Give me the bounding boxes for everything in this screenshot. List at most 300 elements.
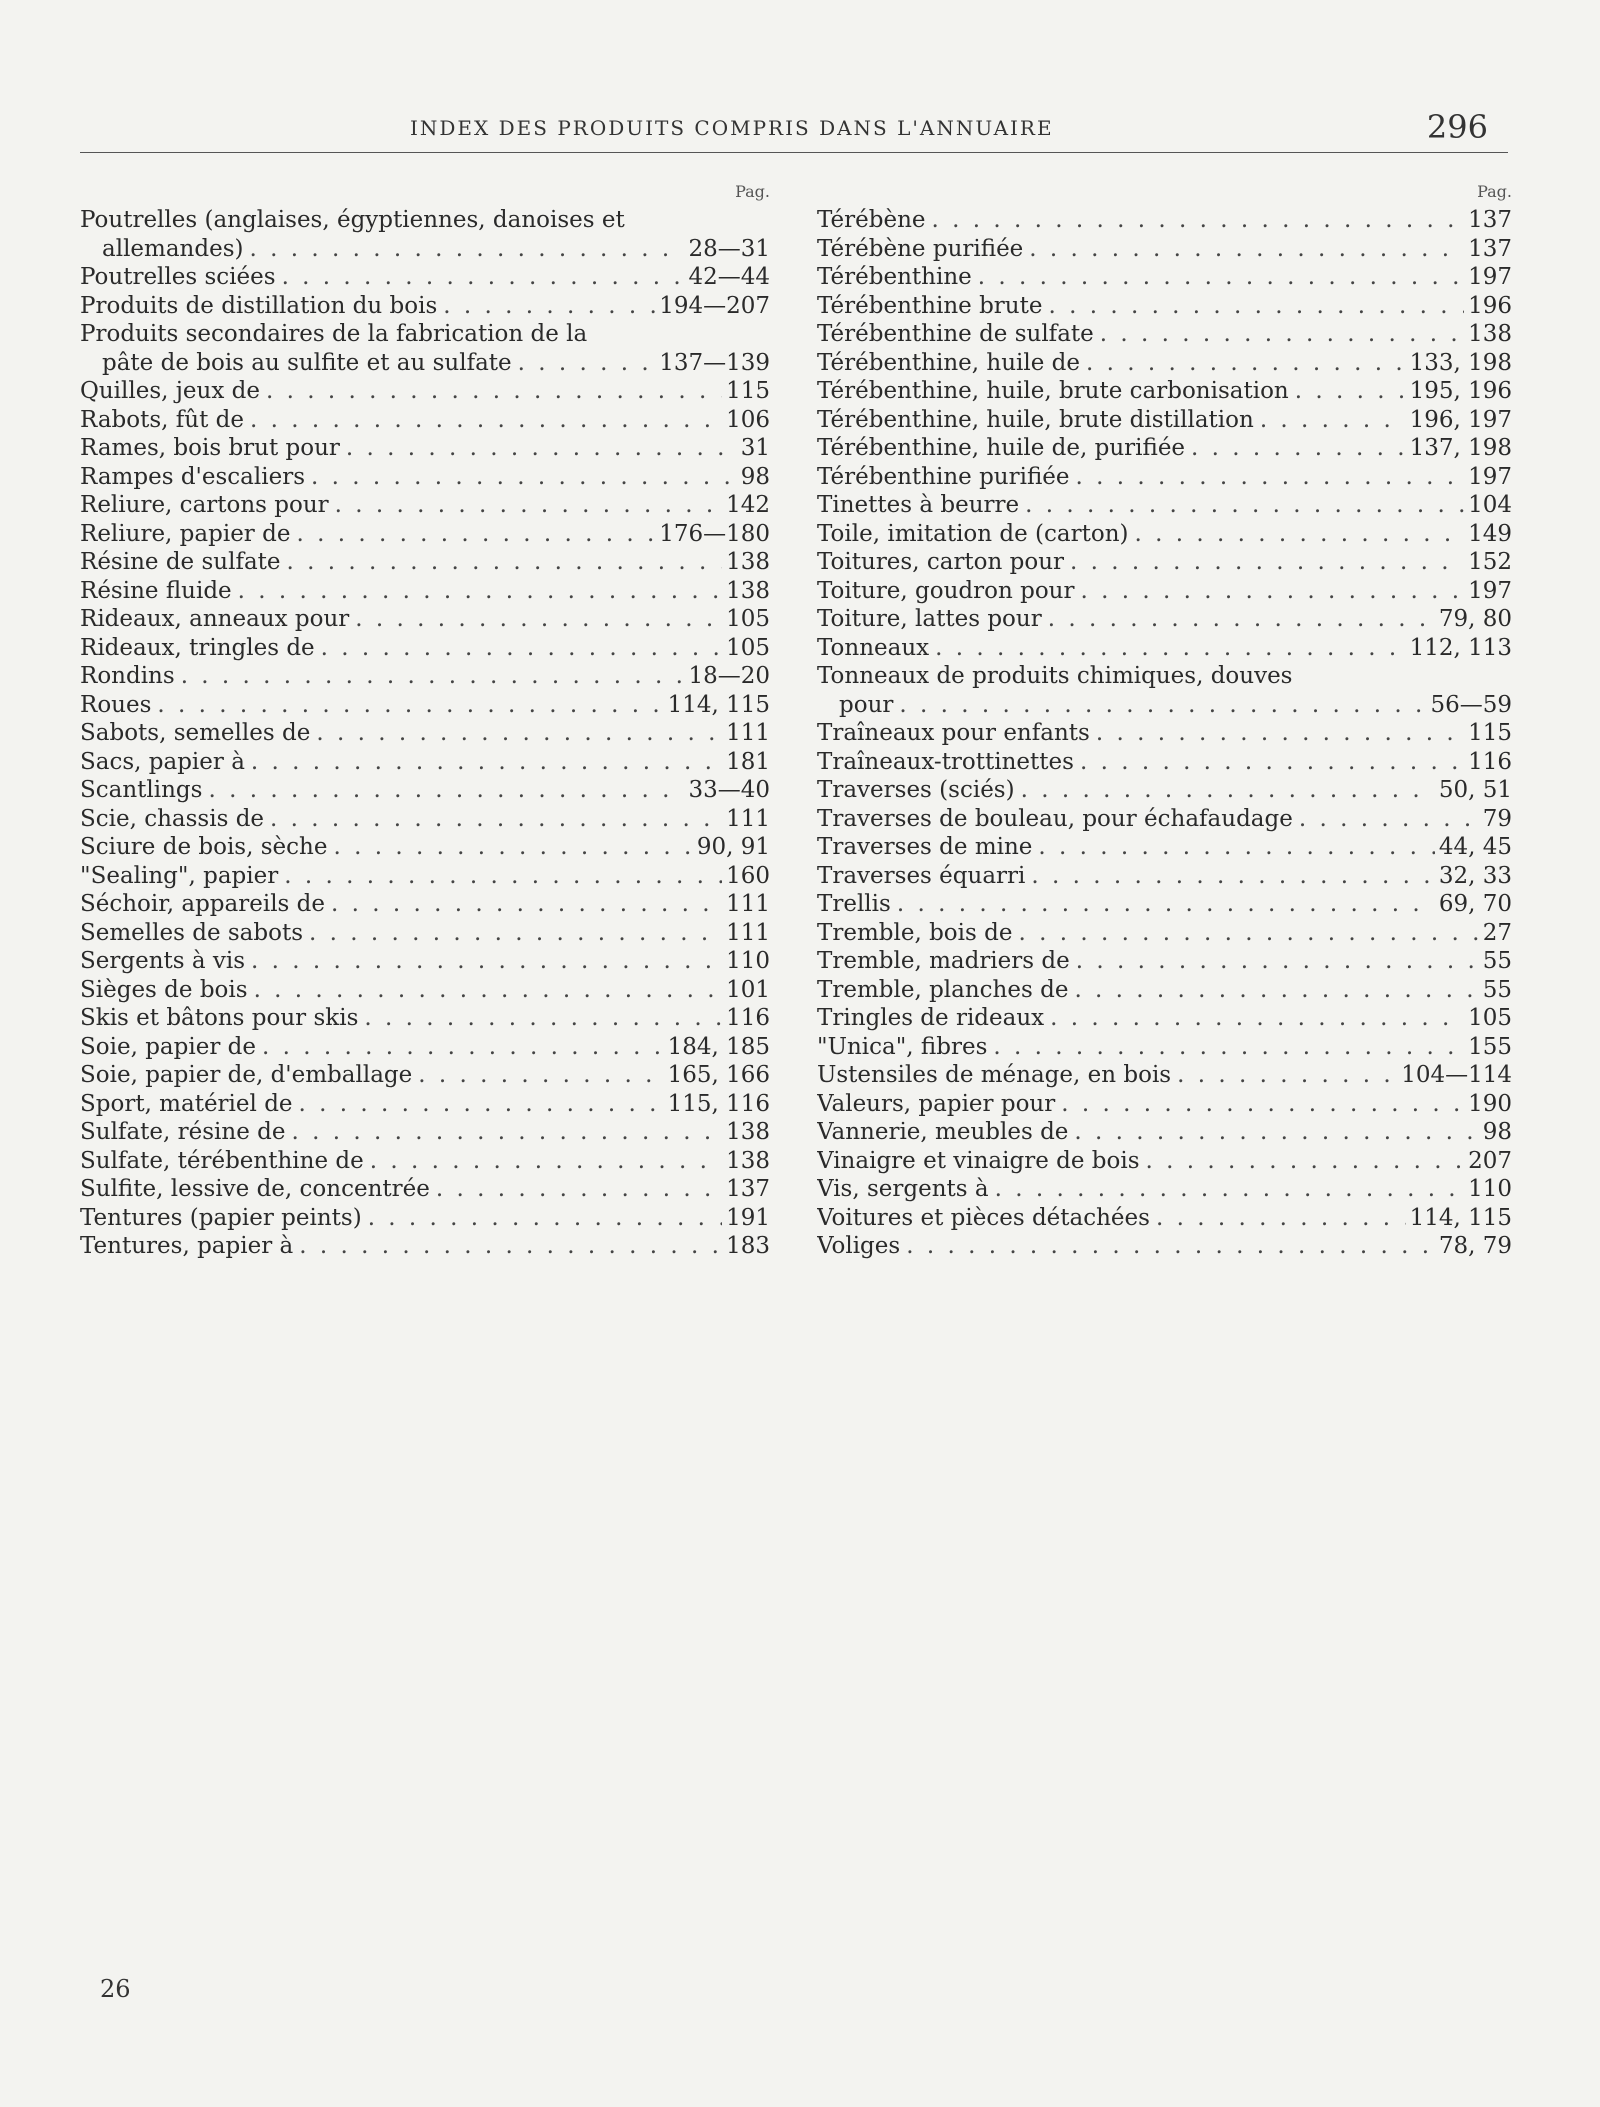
dot-leader: [245, 748, 722, 777]
entry-label: Traverses équarri: [817, 862, 1026, 889]
dot-leader: [1064, 548, 1464, 577]
dot-leader: [1080, 349, 1406, 378]
index-entry: [80, 263, 770, 292]
entry-page-ref: 197: [1468, 463, 1512, 490]
dot-leader: [1055, 1090, 1464, 1119]
index-entries-right: [817, 206, 1512, 1261]
dot-leader: [430, 1175, 722, 1204]
dot-leader: [364, 1147, 722, 1176]
entry-label: Tonneaux de produits chimiques, douves: [817, 663, 1293, 689]
index-entry: [817, 776, 1512, 805]
entry-page-ref: 114, 115: [667, 691, 770, 718]
entry-page-ref: 79: [1482, 805, 1512, 832]
entry-label: Scie, chassis de: [80, 805, 265, 832]
entry-page-ref: 152: [1468, 549, 1512, 575]
index-entry: [80, 976, 770, 1005]
index-entry: [817, 292, 1512, 321]
index-entry: [80, 235, 770, 264]
dot-leader: [1128, 520, 1464, 549]
entry-label: Térébenthine, huile de: [817, 349, 1080, 376]
entry-label: Toile, imitation de (carton): [817, 520, 1129, 547]
entry-page-ref: 106: [726, 406, 770, 433]
entry-page-ref: 104—114: [1401, 1062, 1512, 1088]
entry-page-ref: 194—207: [659, 292, 770, 319]
entry-label: Tremble, bois de: [817, 919, 1013, 946]
dot-leader: [1254, 406, 1406, 435]
dot-leader: [315, 634, 722, 663]
index-entry: [817, 491, 1512, 520]
dot-leader: [1171, 1061, 1397, 1090]
entry-page-ref: 138: [726, 577, 770, 604]
dot-leader: [893, 691, 1426, 720]
entry-page-ref: 137—139: [659, 349, 770, 376]
dot-leader: [245, 947, 722, 976]
index-entry: [817, 463, 1512, 492]
entry-label: Scantlings: [80, 777, 203, 803]
index-entry: [817, 833, 1512, 862]
entry-page-ref: 98: [740, 463, 770, 490]
entry-page-ref: 44, 45: [1438, 834, 1512, 860]
dot-leader: [989, 1175, 1464, 1204]
index-entry: [80, 292, 770, 321]
dot-leader: [1015, 776, 1435, 805]
entry-label: Térébenthine: [817, 264, 972, 290]
entry-label: Résine de sulfate: [80, 549, 281, 575]
dot-leader: [285, 1118, 722, 1147]
index-entry: [80, 206, 770, 235]
entry-label: Tremble, madriers de: [817, 948, 1070, 974]
entry-page-ref: 138: [726, 1119, 770, 1145]
dot-leader: [293, 1232, 722, 1261]
index-entry: [817, 947, 1512, 976]
index-entry: [80, 748, 770, 777]
entry-label: Produits de distillation du bois: [80, 292, 438, 319]
dot-leader: [327, 833, 692, 862]
footer-page-number: 26: [100, 1975, 131, 2003]
dot-leader: [362, 1204, 722, 1233]
dot-leader: [303, 919, 722, 948]
dot-leader: [1289, 377, 1406, 406]
header-title: INDEX DES PRODUITS COMPRIS DANS L'ANNUAIRE: [410, 116, 1054, 140]
pag-column-label: Pag.: [735, 182, 770, 201]
dot-leader: [151, 691, 663, 720]
entry-label: Vis, sergents à: [817, 1176, 989, 1202]
index-entry: [817, 1033, 1512, 1062]
index-entry: [80, 947, 770, 976]
entry-label: Quilles, jeux de: [80, 378, 260, 404]
entry-page-ref: 111: [726, 891, 770, 917]
entry-label: Sulfate, térébenthine de: [80, 1147, 364, 1174]
entry-page-ref: 28—31: [688, 235, 770, 262]
index-entry: [817, 1232, 1512, 1261]
dot-leader: [278, 862, 722, 891]
entry-page-ref: 32, 33: [1438, 862, 1512, 889]
entry-page-ref: 110: [726, 948, 770, 974]
index-entry: [817, 406, 1512, 435]
index-entry: [817, 548, 1512, 577]
entry-page-ref: 160: [726, 862, 770, 889]
entry-label: allemandes): [102, 235, 244, 262]
header-page-number: 296: [1426, 108, 1488, 146]
entry-label: Poutrelles sciées: [80, 264, 276, 290]
index-entry: [817, 605, 1512, 634]
entry-label: Térébenthine, huile, brute distillation: [817, 406, 1254, 433]
dot-leader: [1023, 235, 1464, 264]
entry-page-ref: 190: [1468, 1090, 1512, 1117]
dot-leader: [329, 491, 722, 520]
index-entry: [80, 1204, 770, 1233]
entry-page-ref: 101: [726, 976, 770, 1003]
entry-label: Résine fluide: [80, 577, 232, 604]
entry-label: Valeurs, papier pour: [817, 1090, 1056, 1117]
dot-leader: [412, 1061, 663, 1090]
index-entries-left: [80, 206, 770, 1261]
dot-leader: [264, 805, 722, 834]
entry-page-ref: 165, 166: [667, 1062, 770, 1088]
index-entry: [80, 862, 770, 891]
dot-leader: [260, 377, 722, 406]
entry-label: Toiture, lattes pour: [817, 606, 1042, 632]
dot-leader: [1019, 491, 1464, 520]
entry-label: Séchoir, appareils de: [80, 891, 325, 917]
entry-page-ref: 90, 91: [696, 834, 770, 860]
index-entry: [817, 263, 1512, 292]
entry-page-ref: 183: [726, 1233, 770, 1259]
entry-label: Vannerie, meubles de: [817, 1119, 1069, 1145]
dot-leader: [1070, 947, 1479, 976]
index-entry: [80, 719, 770, 748]
index-entry: [80, 1061, 770, 1090]
entry-page-ref: 111: [726, 805, 770, 832]
index-entry: [817, 520, 1512, 549]
entry-page-ref: 42—44: [688, 264, 770, 290]
entry-label: Voitures et pièces détachées: [817, 1204, 1150, 1231]
index-entry: [80, 520, 770, 549]
dot-leader: [310, 719, 722, 748]
dot-leader: [325, 890, 722, 919]
index-column-right: [817, 178, 1512, 1261]
index-entry: [817, 1090, 1512, 1119]
entry-page-ref: 50, 51: [1438, 777, 1512, 803]
entry-label: Rideaux, anneaux pour: [80, 606, 350, 632]
entry-page-ref: 137: [1468, 235, 1512, 262]
entry-label: Rideaux, tringles de: [80, 634, 315, 661]
entry-page-ref: 98: [1482, 1119, 1512, 1145]
dot-leader: [1068, 1118, 1478, 1147]
entry-label: pâte de bois au sulfite et au sulfate: [102, 349, 512, 376]
entry-page-ref: 115, 116: [667, 1090, 770, 1117]
entry-page-ref: 196: [1468, 292, 1512, 319]
index-entry: [817, 206, 1512, 235]
index-entry: [817, 919, 1512, 948]
index-entry: [80, 1147, 770, 1176]
entry-page-ref: 195, 196: [1409, 378, 1512, 404]
index-entry: [817, 434, 1512, 463]
dot-leader: [1032, 833, 1434, 862]
entry-label: Sergents à vis: [80, 948, 246, 974]
entry-label: Sciure de bois, sèche: [80, 834, 328, 860]
dot-leader: [1075, 577, 1465, 606]
entry-label: Tringles de rideaux: [817, 1005, 1045, 1031]
entry-page-ref: 27: [1482, 919, 1512, 946]
index-entry: [80, 662, 770, 691]
index-entry: [80, 349, 770, 378]
entry-page-ref: 111: [726, 720, 770, 746]
entry-page-ref: 181: [726, 748, 770, 775]
dot-leader: [1090, 719, 1464, 748]
index-entry: [817, 691, 1512, 720]
entry-page-ref: 137, 198: [1409, 435, 1512, 461]
entry-label: Sulfate, résine de: [80, 1119, 286, 1145]
index-entry: [817, 662, 1512, 691]
entry-label: Skis et bâtons pour skis: [80, 1005, 359, 1031]
dot-leader: [248, 976, 723, 1005]
dot-leader: [243, 235, 684, 264]
entry-page-ref: 138: [726, 1147, 770, 1174]
index-entry: [80, 605, 770, 634]
entry-label: Voliges: [817, 1233, 901, 1259]
entry-page-ref: 105: [1468, 1005, 1512, 1031]
entry-page-ref: 138: [726, 549, 770, 575]
dot-leader: [437, 292, 655, 321]
index-entry: [817, 1061, 1512, 1090]
entry-label: Térébenthine, huile de, purifiée: [817, 435, 1186, 461]
entry-page-ref: 111: [726, 919, 770, 946]
entry-page-ref: 79, 80: [1438, 606, 1512, 632]
dot-leader: [1185, 434, 1406, 463]
dot-leader: [340, 434, 737, 463]
index-entry: [80, 1090, 770, 1119]
dot-leader: [987, 1033, 1464, 1062]
dot-leader: [1025, 862, 1434, 891]
dot-leader: [175, 662, 685, 691]
entry-page-ref: 196, 197: [1409, 406, 1512, 433]
entry-label: Térébenthine de sulfate: [817, 321, 1094, 347]
entry-label: pour: [839, 691, 894, 718]
index-entry: [817, 976, 1512, 1005]
entry-label: Térébenthine purifiée: [817, 463, 1070, 490]
dot-leader: [1094, 320, 1464, 349]
dot-leader: [891, 890, 1435, 919]
index-entry: [817, 1004, 1512, 1033]
entry-label: Rabots, fût de: [80, 406, 245, 433]
dot-leader: [358, 1004, 722, 1033]
dot-leader: [1074, 748, 1464, 777]
entry-label: Sacs, papier à: [80, 748, 245, 775]
entry-label: Sport, matériel de: [80, 1090, 293, 1117]
running-header: [80, 108, 1508, 153]
entry-page-ref: 115: [726, 378, 770, 404]
entry-page-ref: 104: [1468, 492, 1512, 518]
index-entry: [80, 691, 770, 720]
entry-page-ref: 105: [726, 606, 770, 632]
entry-page-ref: 191: [726, 1204, 770, 1231]
pag-column-label: Pag.: [1477, 182, 1512, 201]
entry-label: Sièges de bois: [80, 976, 248, 1003]
entry-label: Sabots, semelles de: [80, 720, 311, 746]
entry-label: Traîneaux-trottinettes: [817, 748, 1074, 775]
entry-label: Poutrelles (anglaises, égyptiennes, danoises et: [80, 207, 625, 233]
entry-page-ref: 197: [1468, 264, 1512, 290]
dot-leader: [256, 1033, 664, 1062]
entry-page-ref: 138: [1468, 321, 1512, 347]
index-entry: [817, 890, 1512, 919]
entry-label: Soie, papier de, d'emballage: [80, 1062, 413, 1088]
entry-page-ref: 137: [726, 1176, 770, 1202]
index-entry: [80, 634, 770, 663]
entry-page-ref: 78, 79: [1438, 1233, 1512, 1259]
index-entry: [817, 320, 1512, 349]
index-entry: [817, 862, 1512, 891]
entry-page-ref: 142: [726, 492, 770, 518]
index-entry: [817, 349, 1512, 378]
entry-page-ref: 115: [1468, 720, 1512, 746]
entry-page-ref: 105: [726, 634, 770, 661]
entry-page-ref: 149: [1468, 520, 1512, 547]
entry-page-ref: 197: [1468, 577, 1512, 604]
index-entry: [817, 377, 1512, 406]
dot-leader: [202, 776, 684, 805]
entry-page-ref: 114, 115: [1409, 1204, 1512, 1231]
index-column-left: [80, 178, 770, 1261]
entry-label: Térébenthine brute: [817, 292, 1043, 319]
entry-label: Sulfite, lessive de, concentrée: [80, 1176, 430, 1202]
entry-label: Trellis: [817, 891, 891, 917]
entry-label: Tentures (papier peints): [80, 1204, 362, 1231]
dot-leader: [1012, 919, 1478, 948]
entry-page-ref: 137: [1468, 207, 1512, 233]
index-entry: [817, 1118, 1512, 1147]
index-entry: [817, 719, 1512, 748]
index-entry: [80, 1232, 770, 1261]
index-entry: [80, 1033, 770, 1062]
entry-page-ref: 55: [1482, 948, 1512, 974]
dot-leader: [1042, 292, 1464, 321]
dot-leader: [1044, 1004, 1464, 1033]
dot-leader: [349, 605, 722, 634]
index-entry: [80, 320, 770, 349]
dot-leader: [972, 263, 1464, 292]
entry-label: Tonneaux: [817, 634, 930, 661]
entry-label: Térébenthine, huile, brute carbonisation: [817, 378, 1289, 404]
index-entry: [80, 491, 770, 520]
entry-label: Tremble, planches de: [817, 976, 1069, 1003]
index-entry: [80, 890, 770, 919]
entry-page-ref: 31: [740, 435, 770, 461]
dot-leader: [1042, 605, 1435, 634]
entry-page-ref: 112, 113: [1409, 634, 1512, 661]
entry-label: Tentures, papier à: [80, 1233, 294, 1259]
entry-label: Rampes d'escaliers: [80, 463, 305, 490]
index-entry: [817, 577, 1512, 606]
index-entry: [817, 634, 1512, 663]
index-entry: [817, 748, 1512, 777]
entry-label: Soie, papier de: [80, 1033, 256, 1060]
index-entry: [80, 919, 770, 948]
entry-page-ref: 69, 70: [1438, 891, 1512, 917]
index-entry: [817, 805, 1512, 834]
entry-label: Roues: [80, 691, 152, 718]
entry-label: Semelles de sabots: [80, 919, 304, 946]
index-entry: [80, 1118, 770, 1147]
entry-label: Térébène purifiée: [817, 235, 1024, 262]
index-entry: [80, 434, 770, 463]
entry-label: Traverses de bouleau, pour échafaudage: [817, 805, 1293, 832]
entry-label: Traîneaux pour enfants: [817, 720, 1090, 746]
entry-label: "Unica", fibres: [817, 1033, 988, 1060]
index-entry: [80, 1004, 770, 1033]
entry-label: "Sealing", papier: [80, 862, 279, 889]
dot-leader: [1068, 976, 1478, 1005]
entry-label: Reliure, papier de: [80, 520, 291, 547]
index-entry: [817, 235, 1512, 264]
entry-label: Rames, bois brut pour: [80, 435, 340, 461]
dot-leader: [926, 206, 1465, 235]
index-entry: [80, 463, 770, 492]
index-entry: [80, 1175, 770, 1204]
dot-leader: [244, 406, 722, 435]
entry-page-ref: 110: [1468, 1176, 1512, 1202]
index-entry: [817, 1204, 1512, 1233]
entry-page-ref: 56—59: [1430, 691, 1512, 718]
entry-page-ref: 55: [1482, 976, 1512, 1003]
index-entry: [80, 776, 770, 805]
dot-leader: [290, 520, 655, 549]
dot-leader: [293, 1090, 664, 1119]
entry-label: Tinettes à beurre: [817, 492, 1020, 518]
entry-label: Traverses de mine: [817, 834, 1033, 860]
entry-page-ref: 18—20: [688, 663, 770, 689]
entry-page-ref: 207: [1468, 1147, 1512, 1174]
entry-label: Térébène: [817, 207, 926, 233]
entry-label: Toiture, goudron pour: [817, 577, 1075, 604]
entry-label: Reliure, cartons pour: [80, 492, 329, 518]
dot-leader: [305, 463, 737, 492]
dot-leader: [1140, 1147, 1465, 1176]
index-entry: [80, 406, 770, 435]
entry-label: Traverses (sciés): [817, 777, 1015, 803]
dot-leader: [1293, 805, 1479, 834]
entry-label: Vinaigre et vinaigre de bois: [817, 1147, 1140, 1174]
entry-page-ref: 176—180: [659, 520, 770, 547]
entry-page-ref: 184, 185: [667, 1033, 770, 1060]
index-entry: [80, 805, 770, 834]
entry-label: Produits secondaires de la fabrication de la: [80, 321, 588, 347]
dot-leader: [281, 548, 723, 577]
dot-leader: [900, 1232, 1435, 1261]
entry-label: Toitures, carton pour: [817, 549, 1065, 575]
index-entry: [80, 577, 770, 606]
entry-page-ref: 33—40: [688, 777, 770, 803]
index-entry: [80, 548, 770, 577]
dot-leader: [929, 634, 1405, 663]
index-entry: [80, 833, 770, 862]
index-entry: [80, 377, 770, 406]
entry-page-ref: 116: [726, 1005, 770, 1031]
dot-leader: [232, 577, 722, 606]
dot-leader: [1150, 1204, 1406, 1233]
entry-page-ref: 116: [1468, 748, 1512, 775]
entry-page-ref: 155: [1468, 1033, 1512, 1060]
index-entry: [817, 1175, 1512, 1204]
dot-leader: [512, 349, 656, 378]
entry-label: Ustensiles de ménage, en bois: [817, 1062, 1172, 1088]
entry-label: Rondins: [80, 663, 175, 689]
dot-leader: [1070, 463, 1465, 492]
entry-page-ref: 133, 198: [1409, 349, 1512, 376]
dot-leader: [276, 263, 685, 292]
index-entry: [817, 1147, 1512, 1176]
